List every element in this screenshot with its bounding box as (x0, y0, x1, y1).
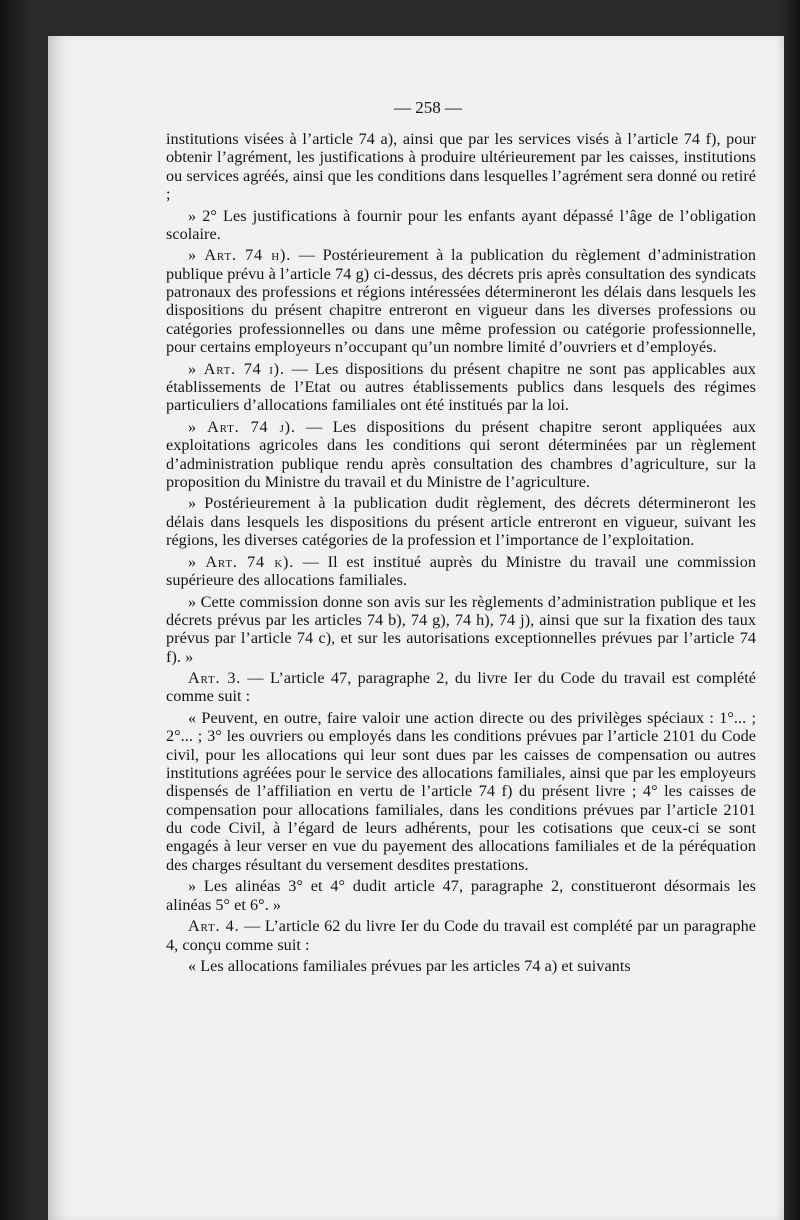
paragraph (166, 957, 756, 975)
article-content (166, 130, 756, 979)
article-heading: » Art. 74 h). (188, 246, 292, 265)
paragraph-text: institutions visées à l’article 74 a), ainsi que par les services visés à l’article 74 f), pour obtenir l’agrément, les justifications à produire ultérieurement par les caisses, institutions ou services agréés, ainsi que les conditions dans lesquelles l’agrément sera donné ou retiré ; (166, 130, 756, 204)
article-heading: Art. 4. (188, 917, 240, 936)
paragraph-text: » 2° Les justifications à fournir pour les enfants ayant dépassé l’âge de l’obligation scolaire. (166, 206, 756, 243)
paragraph-text: » Les alinéas 3° et 4° dudit article 47, paragraphe 2, constitueront désormais les alinéas 5° et 6°. » (166, 877, 756, 914)
paragraph (166, 418, 756, 491)
paragraph-text: — Les dispositions du présent chapitre seront appliquées aux exploitations agricoles dans les conditions qui seront déterminées par un règlement d’administration publique rendu après consultation des chambres d’agriculture, sur la proposition du Ministre du travail et du Ministre de l’agriculture. (166, 417, 756, 491)
paragraph (166, 360, 756, 415)
paragraph-text: « Les allocations familiales prévues par les articles 74 a) et suivants (188, 957, 631, 976)
page-number: — 258 — (394, 98, 462, 117)
paragraph-text: — Les dispositions du présent chapitre ne sont pas applicables aux établissements de l’Etat ou autres établissements publics dans lesquels des régimes particuliers d’allocations familiales ont été institués par la loi. (166, 359, 756, 415)
paragraph (166, 917, 756, 954)
paragraph (166, 553, 756, 590)
article-heading: Art. 3. (188, 669, 242, 688)
paragraph-text: — L’article 62 du livre Ier du Code du travail est complété par un paragraphe 4, conçu comme suit : (166, 917, 757, 954)
paragraph (166, 877, 756, 914)
paragraph (166, 246, 756, 356)
article-heading: » Art. 74 i). (188, 359, 285, 378)
paragraph (166, 130, 756, 203)
article-heading: » Art. 74 k). (188, 552, 295, 571)
paragraph-text: — Postérieurement à la publication du règlement d’administration publique prévu à l’article 74 g) ci-dessus, des décrets pris après consultation des syndicats patronaux des professions et régions intéressées détermineront les délais dans lesquels les dispositions du présent chapitre entreront en vigueur dans les diverses professions ou catégories professionnelles ou dans une même profession ou catégorie professionnelle, pour certains employeurs n’occupant qu’un nombre limité d’ouvriers et d’employés. (166, 246, 756, 357)
paragraph (166, 709, 756, 874)
paragraph (166, 593, 756, 666)
paragraph-text: » Cette commission donne son avis sur les règlements d’administration publique et les décrets prévus par les articles 74 b), 74 g), 74 h), 74 j), ainsi que sur la fixation des taux prévus par l’article 74 c), et sur les autorisations exceptionnelles prévues par l’article 74 f). » (166, 592, 756, 666)
paragraph (166, 494, 756, 549)
paragraph-text: » Postérieurement à la publication dudit règlement, des décrets détermineront les délais dans lesquels les dispositions du présent article entreront en vigueur, suivant les régions, les diverses catégories de la profession et l’importance de l’exploitation. (166, 494, 756, 550)
paragraph-text: — L’article 47, paragraphe 2, du livre Ier du Code du travail est complété comme suit : (166, 669, 757, 706)
paragraph-text: — Il est institué auprès du Ministre du travail une commission supérieure des allocations familiales. (166, 552, 756, 590)
paragraph (166, 669, 756, 706)
paragraph (166, 207, 756, 244)
document-page (48, 36, 784, 1220)
article-heading: » Art. 74 j). (188, 417, 296, 436)
paragraph-text: « Peuvent, en outre, faire valoir une action directe ou des privilèges spéciaux : 1°... ; 2°... ; 3° les ouvriers ou employés dans les conditions prévues par l’article 2101 du Code civil, pour les allocations qui leur sont dues par les caisses de compensation ou autres institutions agréées pour le service des allocations familiales, ainsi que par les employeurs dispensés de l’affiliation en vertu de l’article 74 f) du présent livre ; 4° les caisses de compensation pour allocations familiales, dans les conditions prévues par l’article 2101 du code Civil, à l’égard de leurs adhérents, pour les cotisations que ceux-ci se sont engagés à leur verser en vue du payement des allocations familiales et de la péréquation des charges résultant du versement desdites prestations. (166, 709, 756, 874)
